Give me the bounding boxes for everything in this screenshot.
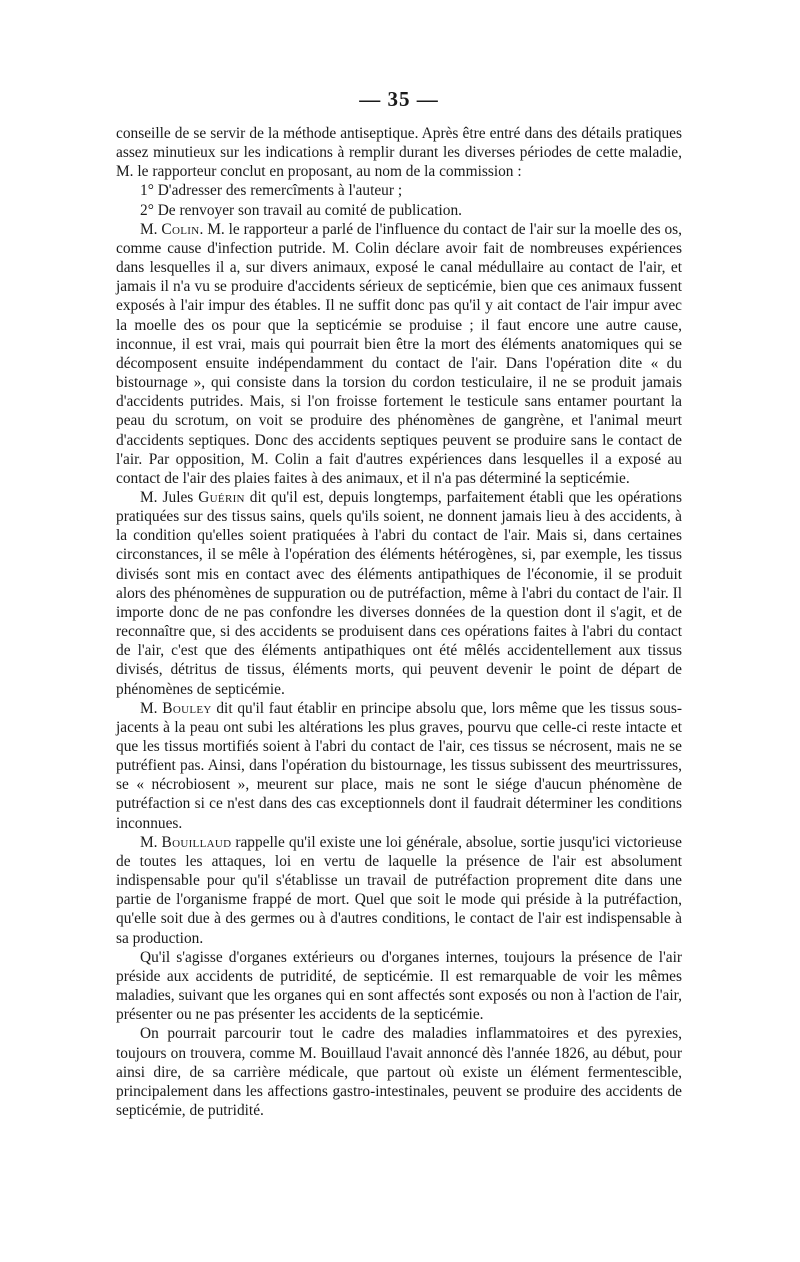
speaker-name-bouillaud: Bouillaud — [161, 833, 232, 851]
speaker-prefix: M. — [140, 220, 162, 238]
paragraph-7-text: rappelle qu'il existe une loi générale, absolue, sortie jusqu'ici victorieuse de toutes les attaques, loi en vertu de laquelle la présence de l'air est absolument indispensable pour qu'il s'établisse un travail de putréfaction proprement dite dans une partie de l'organisme frappé de mort. Quel que soit le mode qui préside à la putréfaction, qu'elle soit due à des germes ou à d'autres conditions, le contact de l'air est indispensable à sa production. — [116, 833, 682, 947]
speaker-prefix: M. Jules — [140, 488, 199, 506]
speaker-prefix: M. — [140, 699, 163, 717]
paragraph-3: 2° De renvoyer son travail au comité de publication. — [140, 201, 462, 219]
paragraph-1: conseille de se servir de la méthode antiseptique. Après être entré dans des détails pratiques assez minutieux sur les indications à remplir durant les diverses périodes de cette maladie, M. le rapporteur conclut en proposant, au nom de la commission : — [116, 125, 682, 181]
speaker-name-guerin: Guérin — [198, 488, 245, 506]
page — [116, 86, 682, 1120]
paragraph-6-text: dit qu'il faut établir en principe absolu que, lors même que les tissus sous-jacents à la peau ont subi les altérations les plus graves, pourvu que celle-ci reste intacte et que les tissus mortifiés soient à l'abri du contact de l'air, ces tissus se nécrosent, mais ne se putréfient pas. Ainsi, dans l'opération du bistournage, les tissus subissent des meurtrissures, se « nécrobiosent », meurent sur place, mais ne sont le siége d'aucun phénomène de putréfaction si ce n'est dans des cas exceptionnels dont il faudrait déterminer les conditions inconnues. — [116, 699, 682, 832]
body-text — [116, 124, 682, 1120]
paragraph-4-text: M. le rapporteur a parlé de l'influence du contact de l'air sur la moelle des os, comme cause d'infection putride. M. Colin déclare avoir fait de nombreuses expériences dans lesquelles il a, sur divers animaux, exposé le canal médullaire au contact de l'air, et jamais il n'a vu se produire d'accidents sérieux de septicémie, bien que ces animaux fussent exposés à l'air impur des étables. Il ne suffit donc pas qu'il y ait contact de l'air impur avec la moelle des os pour que la septicémie se produise ; il faut encore une autre cause, inconnue, il est vrai, mais qui pourrait bien être la mort des éléments anatomiques qui se décomposent ensuite indépendamment du contact de l'air. Dans l'opération dite « du bistournage », qui consiste dans la torsion du cordon testiculaire, il ne se produit jamais d'accidents putrides. Mais, si l'on froisse fortement le testicule sans entamer pourtant la peau du scrotum, on voit se produire des phénomènes de gangrène, et l'animal meurt d'accidents septiques. Donc des accidents septiques peuvent se produire sans le contact de l'air. Par opposition, M. Colin a fait d'autres expériences dans lesquelles il a exposé au contact de l'air des plaies faites à des animaux, et il n'a pas déterminé la septicémie. — [116, 220, 682, 487]
paragraph-5 — [116, 488, 682, 699]
paragraph-9: On pourrait parcourir tout le cadre des maladies inflammatoires et des pyrexies, toujours on trouvera, comme M. Bouillaud l'avait annoncé dès l'année 1826, au début, pour ainsi dire, de sa carrière médicale, que partout où existe un élément fermentescible, principalement dans les affections gastro-intestinales, peuvent se produire des accidents de septicémie, de putridité. — [116, 1025, 682, 1119]
paragraph-5-text: dit qu'il est, depuis longtemps, parfaitement établi que les opérations pratiquées sur des tissus sains, quels qu'ils soient, ne donnent jamais lieu à des accidents, à la condition qu'elles soient pratiquées à l'abri du contact de l'air. Mais si, dans certaines circonstances, il se mêle à l'opération des éléments hétérogènes, si, par exemple, les tissus divisés sont mis en contact avec des éléments antipathiques de l'économie, il se produit alors des phénomènes de suppuration ou de putréfaction, même à l'abri du contact de l'air. Il importe donc de ne pas confondre les diverses données de la question dont il s'agit, et de reconnaître que, si des accidents se produisent dans ces opérations faites à l'abri du contact de l'air, c'est que des éléments antipathiques ont été mêlés accidentellement aux tissus divisés, détritus de tissus, éléments morts, qui peuvent devenir le point de départ de phénomènes de septicémie. — [116, 488, 682, 698]
paragraph-8: Qu'il s'agisse d'organes extérieurs ou d'organes internes, toujours la présence de l'air préside aux accidents de putridité, de septicémie. Il est remarquable de voir les mêmes maladies, suivant que les organes qui en sont affectés sont exposés ou non à l'action de l'air, présenter ou ne pas présenter les accidents de la septicémie. — [116, 948, 682, 1024]
paragraph-7 — [116, 833, 682, 948]
paragraph-4 — [116, 220, 682, 488]
page-number: — 35 — — [359, 87, 439, 111]
speaker-name-colin: Colin — [161, 220, 200, 238]
speaker-name-bouley: Bouley — [162, 699, 212, 717]
paragraph-2: 1° D'adresser des remercîments à l'auteur ; — [140, 182, 403, 200]
speaker-prefix: M. — [140, 833, 162, 851]
speaker-suffix: . — [199, 220, 208, 238]
paragraph-6 — [116, 699, 682, 833]
